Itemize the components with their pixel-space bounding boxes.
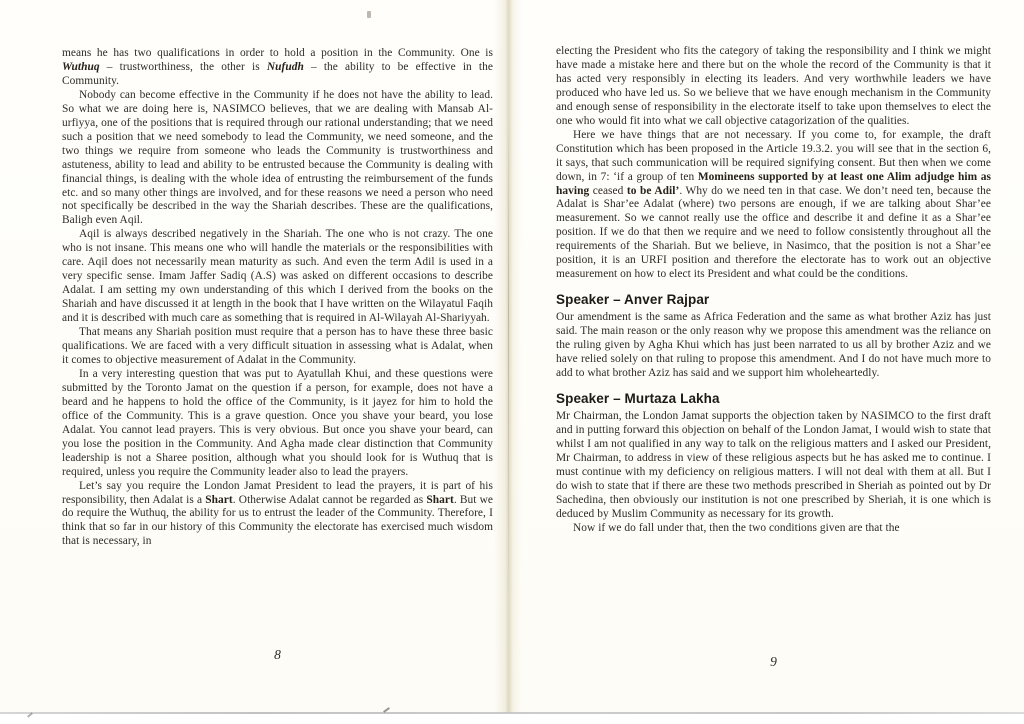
page-left-text: [62, 47, 493, 549]
body-text: . But we do require the Wuthuq, the ability for us to entrust the leader of the Community. Therefore, I think that so far in our history of this Community the electorate has exercised much wisdom that is necessary, in: [62, 493, 493, 548]
body-text: Our amendment is the same as Africa Federation and the same as what brother Aziz has just said. The main reason or the only reason why we propose this amendment was the reliance on the ruling given by Agha Khui which has just been narrated to us all by brother Aziz and we have relied solely on that ruling to propose this amendment. And I do not have much more to add to what brother Aziz has said and we support him wholeheartedly.: [556, 311, 991, 380]
body-text: Mr Chairman, the London Jamat supports the objection taken by NASIMCO to the first draft and in putting forward this objection on behalf of the London Jamat, I would wish to state that whilst I am not qualified in any way to talk on the religious matters and I asked our President, Mr Chairman, to address in view of these religious aspects but he has asked me to continue. I must continue with my deficiency on religious matters. I will not deal with them at all. But I do wish to state that if there are these two methods prescribed in Sheriah as pointed out by Dr Sachedina, then obviously our institution is not one prescribed by Sheriah, it is one which is deduced by Muslim Community as necessary for its growth.: [556, 409, 991, 520]
scan-speck-top: [367, 11, 371, 18]
page-number-right: 9: [770, 654, 777, 669]
scan-margin-bottom: [0, 714, 1024, 724]
body-text: Now if we do fall under that, then the two conditions given are that the: [573, 521, 900, 534]
emphasized-text: Nufudh: [266, 60, 304, 73]
speaker-heading: Speaker – Anver Rajpar: [556, 292, 710, 308]
paragraph: [62, 480, 493, 550]
page-number-left: 8: [274, 647, 281, 662]
emphasized-text: Shart: [426, 493, 454, 506]
paragraph: [556, 129, 991, 282]
paragraph: [62, 326, 493, 368]
body-text: . Why do we need ten in that case. We don’t need ten, because the Adalat is Shar’ee Adalat (where) two persons are enough, if we are talking about Shar’ee measurement. So we cannot really use the office and describe it and define it as a Shar’ee position. If we do that then we require and we need to follow consistently throughout all the requirements of the Shariah. But we believe, in Nasimco, that the position is not a Shar’ee position, it is an URFI position and therefore the electorate has to work out an objective measurement on how to elect its President and what could be the conditions.: [556, 184, 991, 281]
body-text: ceased: [589, 184, 627, 197]
emphasized-text: Wuthuq: [62, 60, 100, 73]
body-text: means he has two qualifications in order to hold a position in the Community. One is: [62, 47, 493, 59]
paragraph: [62, 228, 493, 326]
body-text: Let’s say you require the London Jamat President to lead the prayers, it is part of his responsibility, then Adalat is a: [62, 479, 493, 506]
emphasized-text: Momineens supported by at least one Alim adjudge him as having: [556, 170, 991, 197]
paragraph: [556, 522, 991, 536]
emphasized-text: Shart: [205, 493, 233, 506]
speaker-heading: Speaker – Murtaza Lakha: [556, 390, 720, 406]
book-gutter-line: [508, 120, 509, 600]
body-text: . Otherwise Adalat cannot be regarded as: [232, 493, 427, 506]
page-right-text: [556, 45, 991, 536]
paragraph: [62, 47, 493, 89]
body-text: electing the President who fits the category of taking the responsibility and I think we might have made a mistake here and there but on the whole the record of the Community is that it has acted very responsibly in electing its leaders. And very worthwhile leaders we have produced who have led us. So we believe that we have enough mechanism in the Community and enough sense of responsibility in the electorate itself to take upon themselves to elect the one who would fit into what we call objective catagorization of the qualities.: [556, 45, 991, 127]
body-text: Aqil is always described negatively in the Shariah. The one who is not crazy. The one who is not insane. This means one who will handle the materials or the responsibilities with care. Aqil does not necessarily mean maturity as such. And even the term Adil is used in a very specific sense. Imam Jaffer Sadiq (A.S) was asked on different occasions to describe Adalat. I am setting my own understanding of this which I derived from the books on the Shariah and have discussed it at length in the book that I have written on the Wilayatul Faqih and it is described with much care as something that is required in Al-Wilayah Al-Shariyyah.: [62, 228, 493, 325]
body-text: That means any Shariah position must require that a person has to have these three basic qualifications. We are faced with a very difficult situation in assessing what is Adalat, when it comes to objective measurement of Adalat in the Community.: [62, 326, 493, 366]
paragraph: [62, 368, 493, 480]
body-text: Here we have things that are not necessary. If you come to, for example, the draft Constitution which has been proposed in the Article 19.3.2. you will see that in the section 6, it says, that such communication will be required signifying consent. But then when we come down, in 7: ‘if a group of ten: [556, 128, 991, 183]
body-text: Nobody can become effective in the Community if he does not have the ability to lead. So what we are doing here is, NASIMCO believes, that we are dealing with Mansab Al-urfiyya, one of the positions that is required through our rational understanding; that we need such a position that we need somebody to lead the Community, we need someone, and the two things we require from someone who leads the Community is trustworthiness and astuteness, ability to lead and ability to be entrusted because the Community is dealing with financial things, is dealing with the whole idea of entrusting the reimbursement of the funds etc. and so many other things are involved, and for these reasons we need a person who need not specifically be described in the way the Shariah describes. These are the qualifications, Baligh even Aqil.: [62, 88, 493, 227]
paragraph: [62, 89, 493, 229]
paragraph: [556, 311, 991, 381]
emphasized-text: to be Adil’: [626, 184, 680, 197]
body-text: – the ability to be effective in the Community.: [62, 60, 493, 87]
body-text: – trustworthiness, the other is: [99, 60, 267, 73]
paragraph: [556, 410, 991, 522]
paragraph: [556, 45, 991, 129]
body-text: In a very interesting question that was put to Ayatullah Khui, and these questions were submitted by the Toronto Jamat on the question if a person, for example, does not have a beard and he happens to hold the office of the Community, is it jayez for him to hold the office of the Community. This is a grave question. Once you shave your beard, you lose Adalat. You cannot lead prayers. This is very obvious. But once you shave your beard, can you lose the position in the Community. And Agha made clear distinction that Community leadership is not a Sharee position, although what you should look for is Wuthuq that is required, unless you require the Community leader also to lead the prayers.: [62, 367, 493, 478]
